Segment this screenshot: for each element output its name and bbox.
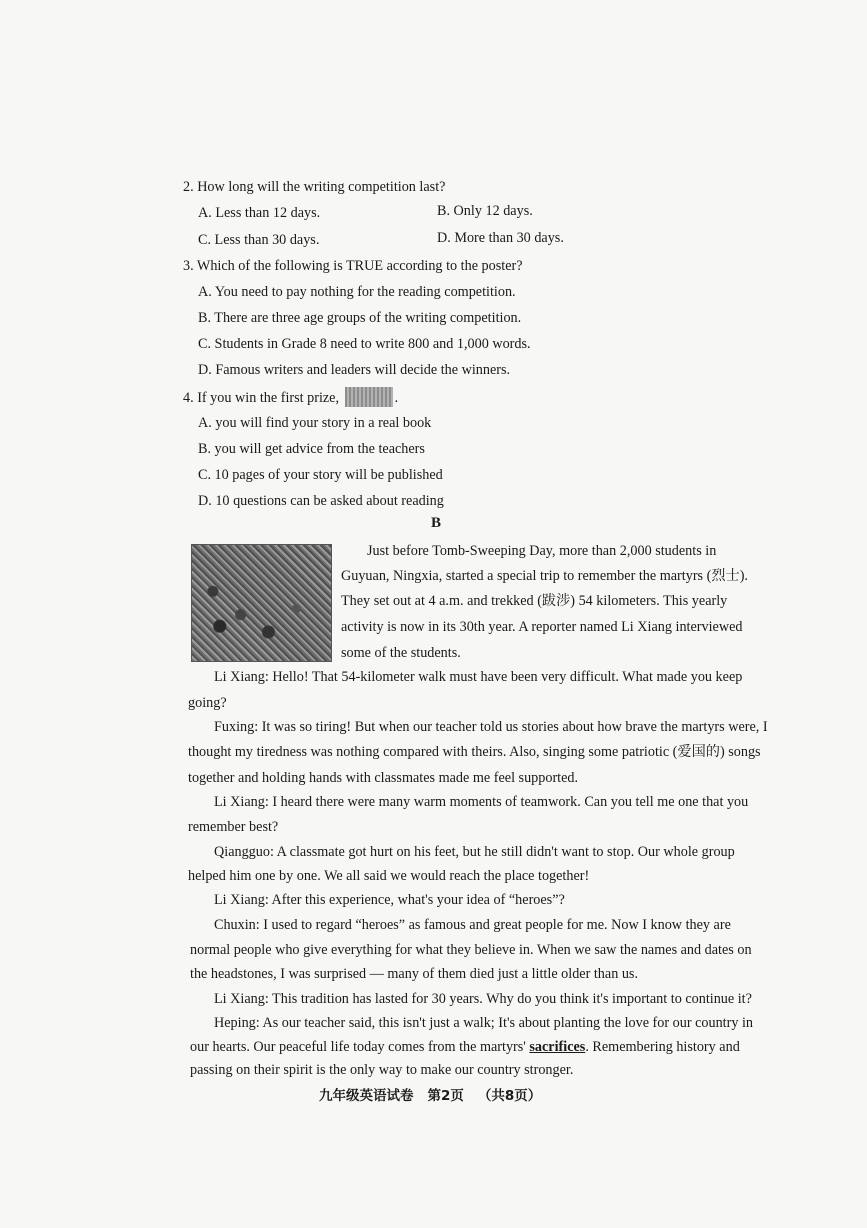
body-line-12: normal people who give everything for what they believe in. When we saw the names and dates on	[190, 942, 752, 958]
footer-page-number: 第2页	[427, 1088, 464, 1104]
body-line-5: together and holding hands with classmates made me feel supported.	[188, 770, 579, 786]
q3-option-a: A. You need to pay nothing for the reading competition.	[198, 284, 516, 300]
q3-option-b: B. There are three age groups of the writing competition.	[198, 310, 522, 326]
intro-line-4: activity is now in its 30th year. A reporter named Li Xiang interviewed	[341, 619, 743, 635]
question-4-text: 4. If you win the first prize,	[183, 390, 340, 406]
body-line-16-a: our hearts. Our peaceful life today comes from the martyrs'	[190, 1039, 526, 1055]
footer-total-pages: （共8页）	[477, 1088, 542, 1104]
q2-option-c: C. Less than 30 days.	[198, 232, 320, 248]
question-2: 2. How long will the writing competition last?	[183, 179, 446, 195]
body-line-15: Heping: As our teacher said, this isn't just a walk; It's about planting the love for our country in	[214, 1015, 754, 1031]
body-line-14: Li Xiang: This tradition has lasted for 30 years. Why do you think it's important to continue it?	[214, 991, 752, 1007]
q2-option-d: D. More than 30 days.	[437, 230, 564, 246]
q2-option-b: B. Only 12 days.	[437, 203, 533, 219]
q4-option-d: D. 10 questions can be asked about reading	[198, 493, 444, 509]
q4-option-c: C. 10 pages of your story will be published	[198, 467, 443, 483]
intro-line-5: some of the students.	[341, 645, 461, 661]
question-4-end: .	[394, 390, 399, 406]
intro-line-2: Guyuan, Ningxia, started a special trip to remember the martyrs (烈士).	[341, 568, 748, 584]
body-line-13: the headstones, I was surprised — many of them died just a little older than us.	[190, 966, 638, 982]
intro-line-3: They set out at 4 a.m. and trekked (跋涉) 54 kilometers. This yearly	[341, 593, 728, 609]
question-3: 3. Which of the following is TRUE according to the poster?	[183, 258, 523, 274]
body-line-9: helped him one by one. We all said we would reach the place together!	[188, 868, 590, 884]
section-b-title: B	[431, 515, 442, 531]
intro-line-1: Just before Tomb-Sweeping Day, more than 2,000 students in	[367, 543, 717, 559]
footer-exam-title: 九年级英语试卷	[319, 1088, 414, 1104]
q3-option-c: C. Students in Grade 8 need to write 800 and 1,000 words.	[198, 336, 531, 352]
q4-option-b: B. you will get advice from the teachers	[198, 441, 425, 457]
q3-option-d: D. Famous writers and leaders will decide the winners.	[198, 362, 511, 378]
answer-blank	[345, 387, 393, 407]
students-walking-photo	[191, 544, 332, 662]
body-line-2: going?	[188, 695, 227, 711]
body-line-16	[190, 1038, 740, 1056]
body-line-17: passing on their spirit is the only way to make our country stronger.	[190, 1062, 574, 1078]
underlined-word-sacrifices: sacrifices	[529, 1039, 586, 1055]
q2-option-a: A. Less than 12 days.	[198, 205, 321, 221]
body-line-6: Li Xiang: I heard there were many warm moments of teamwork. Can you tell me one that you	[214, 794, 749, 810]
body-line-11: Chuxin: I used to regard “heroes” as famous and great people for me. Now I know they are	[214, 917, 731, 933]
body-line-7: remember best?	[188, 819, 279, 835]
q4-option-a: A. you will find your story in a real book	[198, 415, 432, 431]
body-line-8: Qiangguo: A classmate got hurt on his feet, but he still didn't want to stop. Our whole group	[214, 844, 735, 860]
body-line-4: thought my tiredness was nothing compared with theirs. Also, singing some patriotic (爱国的) songs	[188, 744, 761, 760]
body-line-3: Fuxing: It was so tiring! But when our teacher told us stories about how brave the martyrs were, I	[214, 719, 768, 735]
question-4	[183, 387, 398, 407]
body-line-16-b: . Remembering history and	[585, 1039, 740, 1055]
body-line-1: Li Xiang: Hello! That 54-kilometer walk must have been very difficult. What made you keep	[214, 669, 743, 685]
page-footer	[319, 1084, 555, 1104]
body-line-10: Li Xiang: After this experience, what's your idea of “heroes”?	[214, 892, 565, 908]
